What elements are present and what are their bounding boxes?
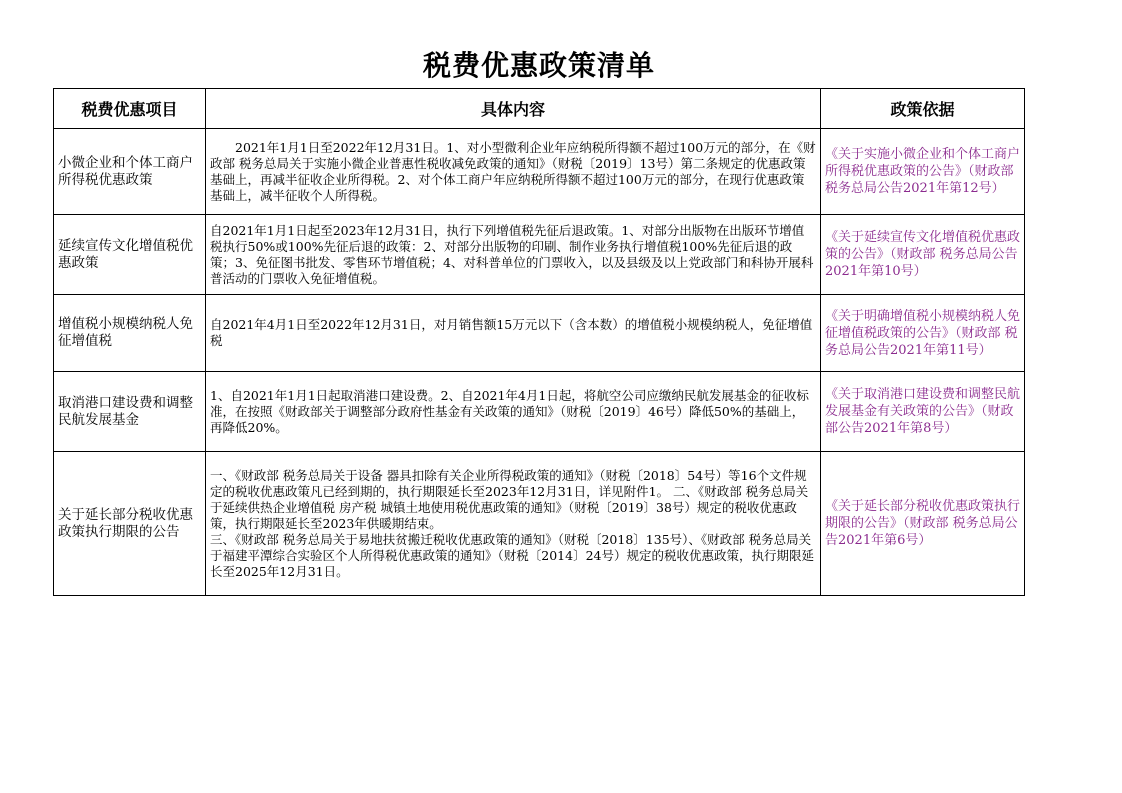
cell-content[interactable]: 1、自2021年1月1日起取消港口建设费。2、自2021年4月1日起，将航空公司应缴纳民航发展基金的征收标准，在按照《财政部关于调整部分政府性基金有关政策的通知》（财税〔2019〕46号）降低50%的基础上，再降低20%。 bbox=[206, 372, 821, 452]
content-paragraph: 三、《财政部 税务总局关于易地扶贫搬迁税收优惠政策的通知》（财税〔2018〕135号）、《财政部 税务总局关于福建平潭综合实验区个人所得税优惠政策的通知》（财税〔2014〕24号）规定的税收优惠政策，执行期限延长至2025年12月31日。 bbox=[210, 531, 814, 579]
column-header-item[interactable]: 税费优惠项目 bbox=[54, 89, 206, 129]
policy-table bbox=[53, 88, 1025, 596]
table-row bbox=[54, 372, 1025, 452]
content-paragraph: 一、《财政部 税务总局关于设备 器具扣除有关企业所得税政策的通知》（财税〔2018〕54号）等16个文件规定的税收优惠政策凡已经到期的，执行期限延长至2023年12月31日，详见附件1。 二、《财政部 税务总局关于延续供热企业增值税 房产税 城镇土地使用税优惠政策的通知》（财税〔2019〕38号）规定的税收优惠政策，执行期限延长至2023年供暖期结束。 bbox=[210, 467, 809, 531]
column-header-basis[interactable]: 政策依据 bbox=[821, 89, 1025, 129]
cell-basis[interactable]: 《关于延长部分税收优惠政策执行期限的公告》（财政部 税务总局公告2021年第6号） bbox=[821, 452, 1025, 596]
table-row bbox=[54, 215, 1025, 295]
cell-content[interactable]: 自2021年4月1日至2022年12月31日，对月销售额15万元以下（含本数）的增值税小规模纳税人，免征增值税 bbox=[206, 295, 821, 372]
cell-content[interactable]: 自2021年1月1日起至2023年12月31日，执行下列增值税先征后退政策。1、对部分出版物在出版环节增值税执行50%或100%先征后退的政策：2、对部分出版物的印刷、制作业务执行增值税100%先征后退的政策；3、免征图书批发、零售环节增值税；4、对科普单位的门票收入，以及县级及以上党政部门和科协开展科普活动的门票收入免征增值税。 bbox=[206, 215, 821, 295]
table-row bbox=[54, 452, 1025, 596]
column-header-content[interactable]: 具体内容 bbox=[206, 89, 821, 129]
table-row bbox=[54, 129, 1025, 215]
cell-item[interactable]: 延续宣传文化增值税优惠政策 bbox=[54, 215, 206, 295]
cell-content[interactable]: 2021年1月1日至2022年12月31日。1、对小型微利企业年应纳税所得额不超过100万元的部分，在《财政部 税务总局关于实施小微企业普惠性税收减免政策的通知》（财税〔2019〕13号）第二条规定的优惠政策基础上，再减半征收企业所得税。2、对个体工商户年应纳税所得额不超过100万元的部分，在现行优惠政策基础上，减半征收个人所得税。 bbox=[206, 129, 821, 215]
cell-content[interactable] bbox=[206, 452, 821, 596]
cell-basis[interactable]: 《关于明确增值税小规模纳税人免征增值税政策的公告》（财政部 税务总局公告2021年第11号） bbox=[821, 295, 1025, 372]
cell-item[interactable]: 取消港口建设费和调整民航发展基金 bbox=[54, 372, 206, 452]
cell-item[interactable]: 关于延长部分税收优惠政策执行期限的公告 bbox=[54, 452, 206, 596]
cell-basis[interactable]: 《关于实施小微企业和个体工商户所得税优惠政策的公告》（财政部 税务总局公告2021年第12号） bbox=[821, 129, 1025, 215]
table-row bbox=[54, 295, 1025, 372]
cell-basis[interactable]: 《关于取消港口建设费和调整民航发展基金有关政策的公告》（财政部公告2021年第8号） bbox=[821, 372, 1025, 452]
cell-item[interactable]: 增值税小规模纳税人免征增值税 bbox=[54, 295, 206, 372]
header-row bbox=[54, 89, 1025, 129]
cell-item[interactable]: 小微企业和个体工商户所得税优惠政策 bbox=[54, 129, 206, 215]
page-title: 税费优惠政策清单 bbox=[422, 49, 655, 82]
cell-basis[interactable]: 《关于延续宣传文化增值税优惠政策的公告》（财政部 税务总局公告2021年第10号） bbox=[821, 215, 1025, 295]
